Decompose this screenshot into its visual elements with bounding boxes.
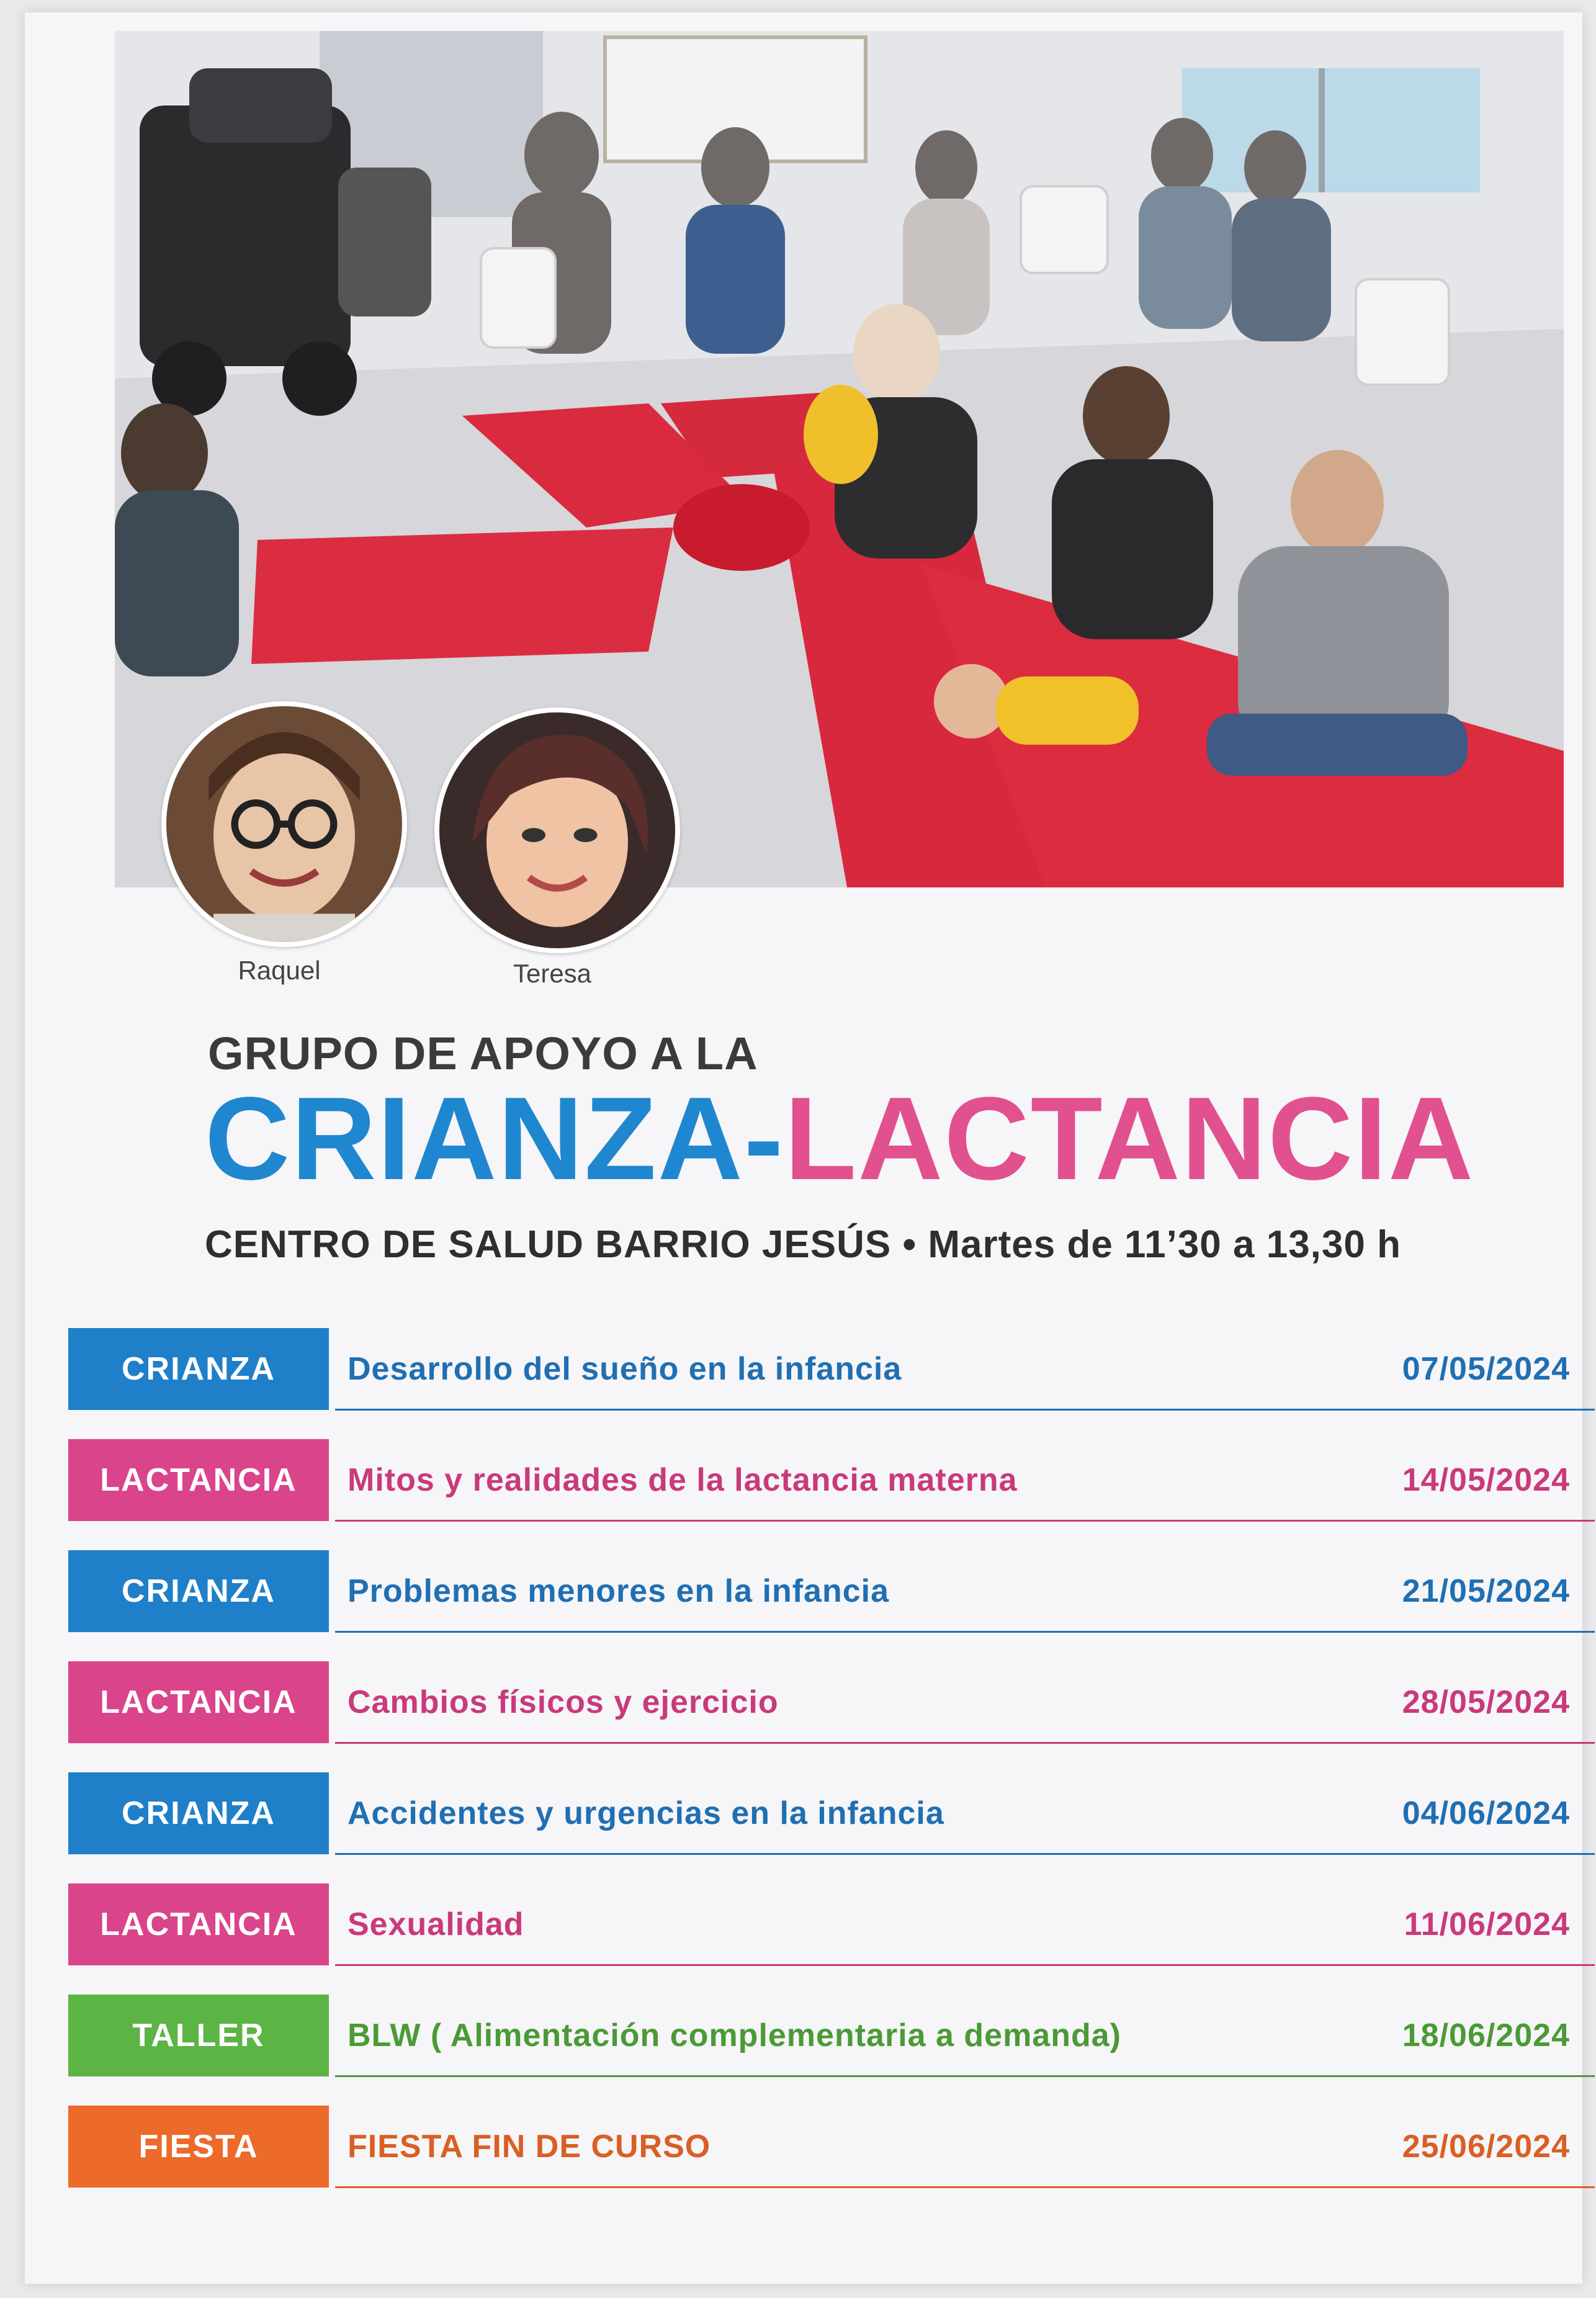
session-topic: FIESTA FIN DE CURSO (347, 2129, 711, 2165)
session-date: 04/06/2024 (1402, 1795, 1570, 1831)
session-date: 18/06/2024 (1402, 2017, 1570, 2053)
row-divider (335, 1631, 1595, 1633)
title-lactancia: LACTANCIA (784, 1073, 1475, 1205)
session-date: 07/05/2024 (1402, 1351, 1570, 1387)
session-row (68, 2106, 1595, 2188)
session-row (68, 1328, 1595, 1410)
session-topic: Cambios físicos y ejercicio (347, 1684, 779, 1720)
category-tag: FIESTA (68, 2106, 329, 2188)
category-tag: CRIANZA (68, 1772, 329, 1854)
session-date: 28/05/2024 (1402, 1684, 1570, 1720)
row-divider (335, 2186, 1595, 2188)
session-date: 11/06/2024 (1404, 1906, 1570, 1942)
location-schedule: CENTRO DE SALUD BARRIO JESÚS • Martes de 11’30 a 13,30 h (205, 1223, 1401, 1266)
session-topic: Mitos y realidades de la lactancia materna (347, 1462, 1018, 1498)
session-topic: Sexualidad (347, 1906, 524, 1942)
category-tag: LACTANCIA (68, 1439, 329, 1521)
session-row (68, 1550, 1595, 1632)
session-row (68, 1772, 1595, 1854)
row-divider (335, 1520, 1595, 1522)
category-tag: CRIANZA (68, 1328, 329, 1410)
category-tag: TALLER (68, 1995, 329, 2076)
page-title (205, 1073, 1475, 1205)
session-date: 21/05/2024 (1402, 1573, 1570, 1609)
session-date: 25/06/2024 (1402, 2129, 1570, 2165)
poster-sheet (25, 12, 1582, 2284)
title-crianza: CRIANZA- (205, 1073, 785, 1205)
session-topic: Accidentes y urgencias en la infancia (347, 1795, 944, 1831)
category-tag: CRIANZA (68, 1550, 329, 1632)
teresa-portrait (439, 712, 675, 948)
session-topic: BLW ( Alimentación complementaria a demanda) (347, 2017, 1121, 2053)
session-date: 14/05/2024 (1402, 1462, 1570, 1498)
category-tag: LACTANCIA (68, 1883, 329, 1965)
session-row (68, 1439, 1595, 1521)
raquel-portrait (166, 706, 402, 942)
session-row (68, 1661, 1595, 1743)
row-divider (335, 1964, 1595, 1966)
session-schedule (68, 1328, 1595, 2217)
avatar-raquel (161, 701, 407, 947)
row-divider (335, 1409, 1595, 1411)
category-tag: LACTANCIA (68, 1661, 329, 1743)
session-topic: Problemas menores en la infancia (347, 1573, 889, 1609)
avatar-teresa (434, 707, 680, 953)
row-divider (335, 1742, 1595, 1744)
session-row (68, 1995, 1595, 2076)
session-row (68, 1883, 1595, 1965)
session-topic: Desarrollo del sueño en la infancia (347, 1351, 902, 1387)
row-divider (335, 2075, 1595, 2077)
header-kicker: GRUPO DE APOYO A LA (208, 1028, 758, 1079)
row-divider (335, 1853, 1595, 1855)
facilitator-name-raquel: Raquel (238, 956, 321, 985)
facilitator-name-teresa: Teresa (513, 959, 592, 988)
